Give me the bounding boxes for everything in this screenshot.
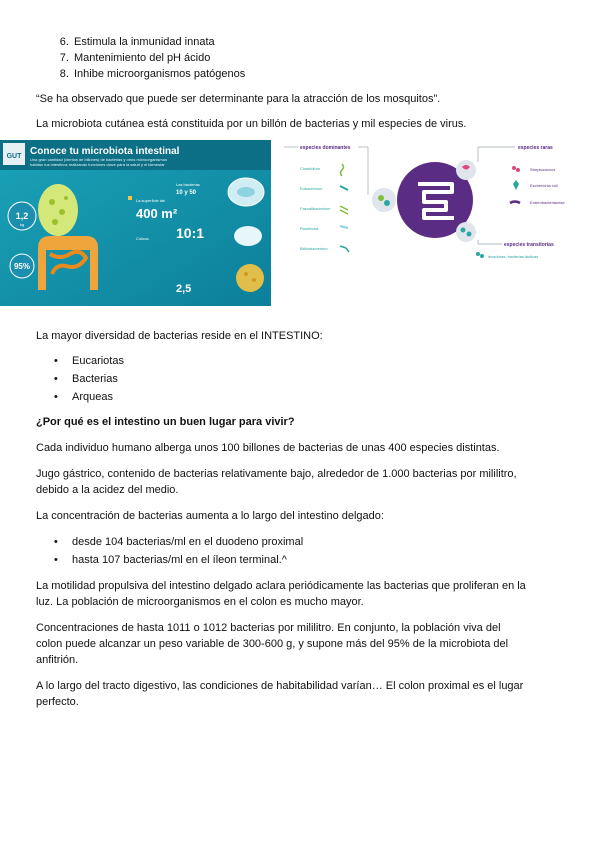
transient-label: especies transitorias — [504, 242, 554, 248]
rare-label: especies raras — [518, 145, 553, 151]
diversity-list — [36, 353, 566, 405]
svg-text:Las bacterias: Las bacterias — [176, 182, 200, 187]
dominant-species: Bifidobacterium — [300, 246, 328, 251]
list-item: • Eucariotas — [72, 353, 566, 369]
list-item: • Arqueas — [72, 389, 566, 405]
infographic-subtitle-1: Una gran cantidad (cientos de billones) de bacterias y otros microorganismos — [30, 157, 167, 162]
quote-paragraph: “Se ha observado que puede ser determinante para la atracción de los mosquitos”. — [36, 93, 441, 105]
list-item: • Bacterias — [72, 371, 566, 387]
list-item: 8. Inhibe microorganismos patógenos — [72, 66, 566, 82]
list-item: • hasta 107 bacterias/ml en el íleon terminal.^ — [72, 552, 566, 568]
paragraph: Cada individuo humano alberga unos 100 billones de bacterias de unas 400 especies distintas. — [36, 442, 500, 454]
rare-species: Streptococcus — [530, 167, 556, 172]
list-item: 7. Mantenimiento del pH ácido — [72, 50, 566, 66]
paragraph-line: A lo largo del tracto digestivo, las condiciones de habitabilidad varían… El colon proximal es el lugar — [36, 680, 524, 692]
paragraph — [36, 620, 566, 668]
paragraph — [36, 678, 566, 710]
dominant-species: Clostridium — [300, 166, 321, 171]
paragraph-line: anfitrión. — [36, 654, 79, 666]
paragraph — [36, 466, 566, 498]
rare-species: Enterobacteriaceae — [530, 200, 565, 205]
paragraph-line: debido a la acidez del medio. — [36, 484, 179, 496]
figures-row — [0, 140, 599, 306]
dominant-label: especies dominantes — [300, 145, 351, 151]
infographic-title: Conoce tu microbiota intestinal — [30, 146, 180, 157]
dominant-species: Roseburia — [300, 226, 319, 231]
brand-text: GUT — [6, 153, 22, 160]
surface-value: 400 m² — [136, 206, 178, 221]
list-item: 6. Estimula la inmunidad innata — [72, 34, 566, 50]
svg-text:Coloca.: Coloca. — [136, 236, 150, 241]
paragraph-line: Jugo gástrico, contenido de bacterias relativamente bajo, alrededor de 1.000 bacterias por mililitro, — [36, 468, 517, 480]
paragraph-line: perfecto. — [36, 696, 79, 708]
paragraph-line: La motilidad propulsiva del intestino delgado aclara periódicamente las bacterias que proliferan en la — [36, 580, 526, 592]
numbered-list — [36, 34, 566, 82]
paragraph — [36, 578, 566, 610]
document-page — [6, 34, 566, 710]
distance-value: 2,5 — [176, 283, 192, 295]
microbiota-species-diagram — [280, 140, 590, 270]
infographic-subtitle-2: habitan tus intestinos realizando funciones clave para la salud y el bienestar — [30, 162, 165, 167]
svg-text:La superficie del: La superficie del — [136, 198, 166, 203]
concentration-list — [36, 534, 566, 568]
percent-value: 95% — [13, 262, 31, 271]
rare-species: Escherichia coli — [530, 183, 558, 188]
ratio-value: 10:1 — [176, 225, 205, 241]
skin-paragraph: La microbiota cutánea está constituida por un billón de bacterias y mil especies de virus. — [36, 118, 467, 130]
weight-value: 1,2 — [15, 211, 29, 221]
diversity-intro: La mayor diversidad de bacterias reside en el INTESTINO: — [36, 330, 323, 342]
paragraph: La concentración de bacterias aumenta a lo largo del intestino delgado: — [36, 510, 384, 522]
microbiota-infographic — [0, 140, 271, 306]
paragraph-line: luz. La población de microorganismos en el colon es mucho mayor. — [36, 596, 364, 608]
section-question: ¿Por qué es el intestino un buen lugar para vivir? — [36, 416, 295, 428]
paragraph-line: colon puede alcanzar un peso variable de 300-600 g, y supone más del 95% de la microbiota del — [36, 638, 509, 650]
dominant-species: Faecalibacterium — [300, 206, 331, 211]
list-item: • desde 104 bacterias/ml en el duodeno proximal — [72, 534, 566, 550]
weight-unit: kg — [19, 222, 25, 227]
bacteria-size: 10 y 50 — [176, 190, 197, 196]
paragraph-line: Concentraciones de hasta 1011 o 1012 bacterias por mililitro. En conjunto, la población viva del — [36, 622, 501, 634]
dominant-species: Eubacterium — [300, 186, 323, 191]
transient-species: levaduras, bacterias lácticas — [488, 254, 539, 259]
